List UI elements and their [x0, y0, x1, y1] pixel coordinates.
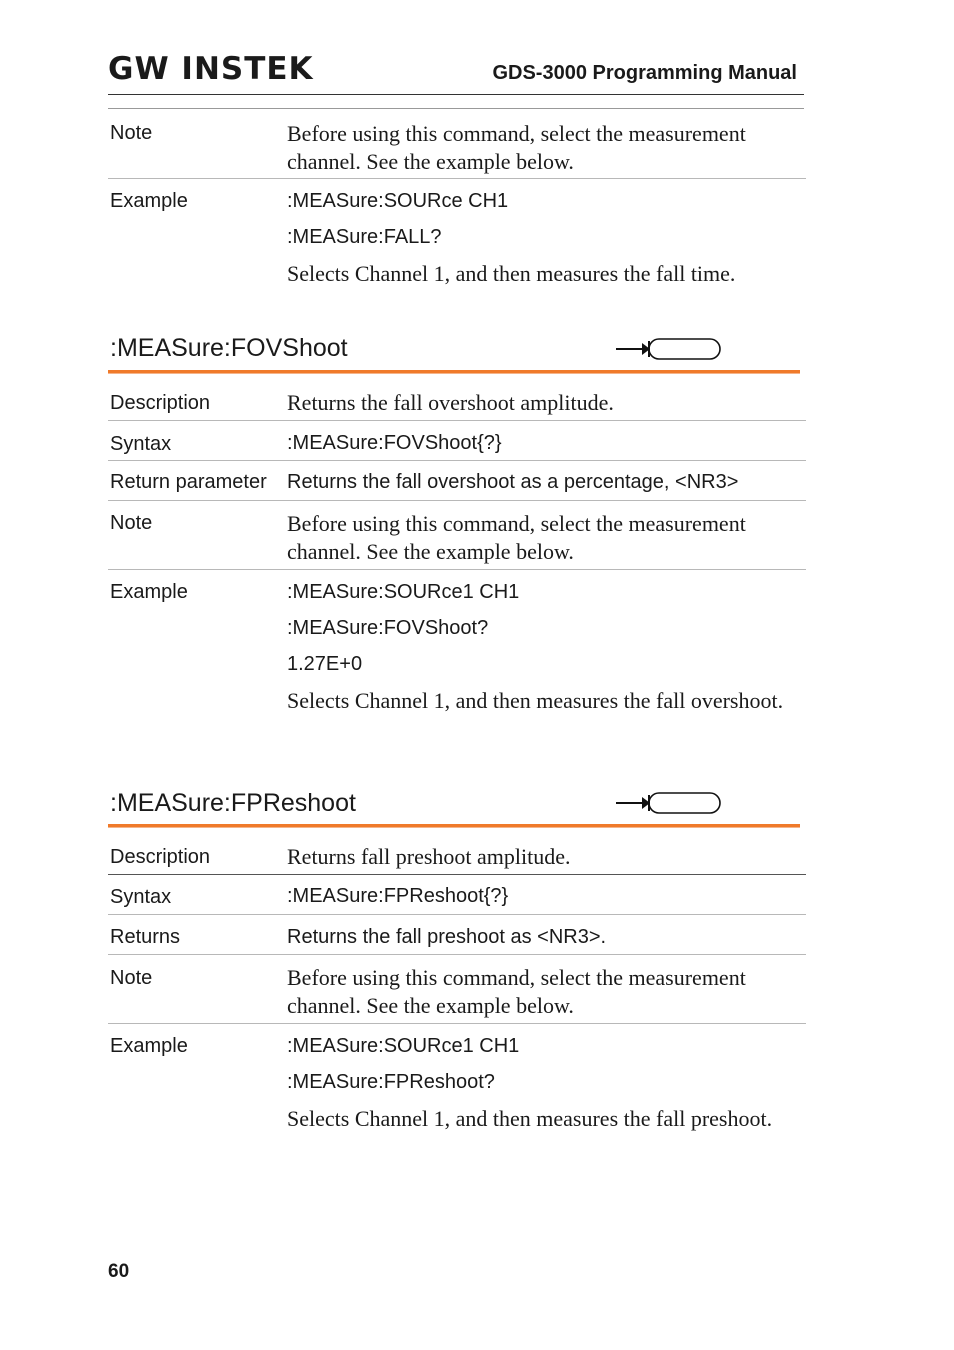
syntax-text: :MEASure:FPReshoot{?} — [287, 885, 509, 907]
example-command: :MEASure:FOVShoot? — [287, 617, 489, 639]
description-row — [108, 842, 806, 875]
example-label: Example — [110, 1035, 188, 1057]
section-title-fovshoot: :MEASure:FOVShoot — [110, 334, 348, 362]
section-rule — [108, 370, 800, 373]
example-description: Selects Channel 1, and then measures the fall time. — [287, 261, 736, 286]
description-label: Description — [110, 392, 211, 414]
syntax-label: Syntax — [110, 886, 172, 908]
syntax-row — [108, 421, 806, 461]
return-parameter-row — [108, 461, 806, 501]
example-response: 1.27E+0 — [287, 653, 363, 675]
example-command: :MEASure:SOURce CH1 — [287, 190, 509, 212]
section-title-fpreshoot: :MEASure:FPReshoot — [110, 789, 356, 817]
note-label: Note — [110, 512, 153, 534]
description-row — [108, 388, 806, 421]
syntax-text: :MEASure:FOVShoot{?} — [287, 432, 502, 454]
example-description: Selects Channel 1, and then measures the fall preshoot. — [287, 1106, 773, 1131]
description-text: Returns fall preshoot amplitude. — [287, 844, 571, 869]
example-description: Selects Channel 1, and then measures the fall overshoot. — [287, 688, 784, 713]
header-rule-top — [108, 94, 804, 95]
syntax-row — [108, 875, 806, 915]
description-text: Returns the fall overshoot amplitude. — [287, 390, 614, 415]
example-command: :MEASure:SOURce1 CH1 — [287, 1035, 520, 1057]
returns-label: Returns — [110, 926, 181, 948]
note-row — [108, 501, 806, 570]
fovshoot-command-table — [108, 388, 806, 715]
return-parameter-label: Return parameter — [110, 471, 267, 493]
note-text: Before using this command, select the measurement channel. See the example below. — [287, 965, 746, 1018]
query-icon — [614, 790, 722, 816]
note-row — [108, 955, 806, 1024]
example-row — [108, 1024, 806, 1133]
example-label: Example — [110, 581, 188, 603]
page-number: 60 — [108, 1261, 130, 1282]
query-icon — [614, 336, 722, 362]
fpreshoot-command-table — [108, 842, 806, 1133]
returns-text: Returns the fall preshoot as <NR3>. — [287, 926, 607, 948]
note-text: Before using this command, select the measurement channel. See the example below. — [287, 511, 746, 564]
example-label: Example — [110, 190, 188, 212]
syntax-label: Syntax — [110, 433, 172, 455]
returns-row — [108, 915, 806, 955]
example-row — [108, 570, 806, 715]
example-command: :MEASure:FALL? — [287, 226, 442, 248]
description-label: Description — [110, 846, 211, 868]
note-row — [108, 116, 806, 179]
gw-instek-logo: GW INSTEK — [108, 51, 314, 87]
note-label: Note — [110, 967, 153, 989]
note-label: Note — [110, 122, 153, 144]
header-rule-bottom — [108, 108, 804, 109]
note-text: Before using this command, select the measurement channel. See the example below. — [287, 121, 746, 174]
return-parameter-text: Returns the fall overshoot as a percentage, <NR3> — [287, 471, 739, 493]
example-command: :MEASure:SOURce1 CH1 — [287, 581, 520, 603]
section-rule — [108, 824, 800, 827]
example-command: :MEASure:FPReshoot? — [287, 1071, 495, 1093]
document-title: GDS-3000 Programming Manual — [492, 62, 797, 84]
fall-command-table — [108, 116, 806, 288]
example-row — [108, 179, 806, 288]
